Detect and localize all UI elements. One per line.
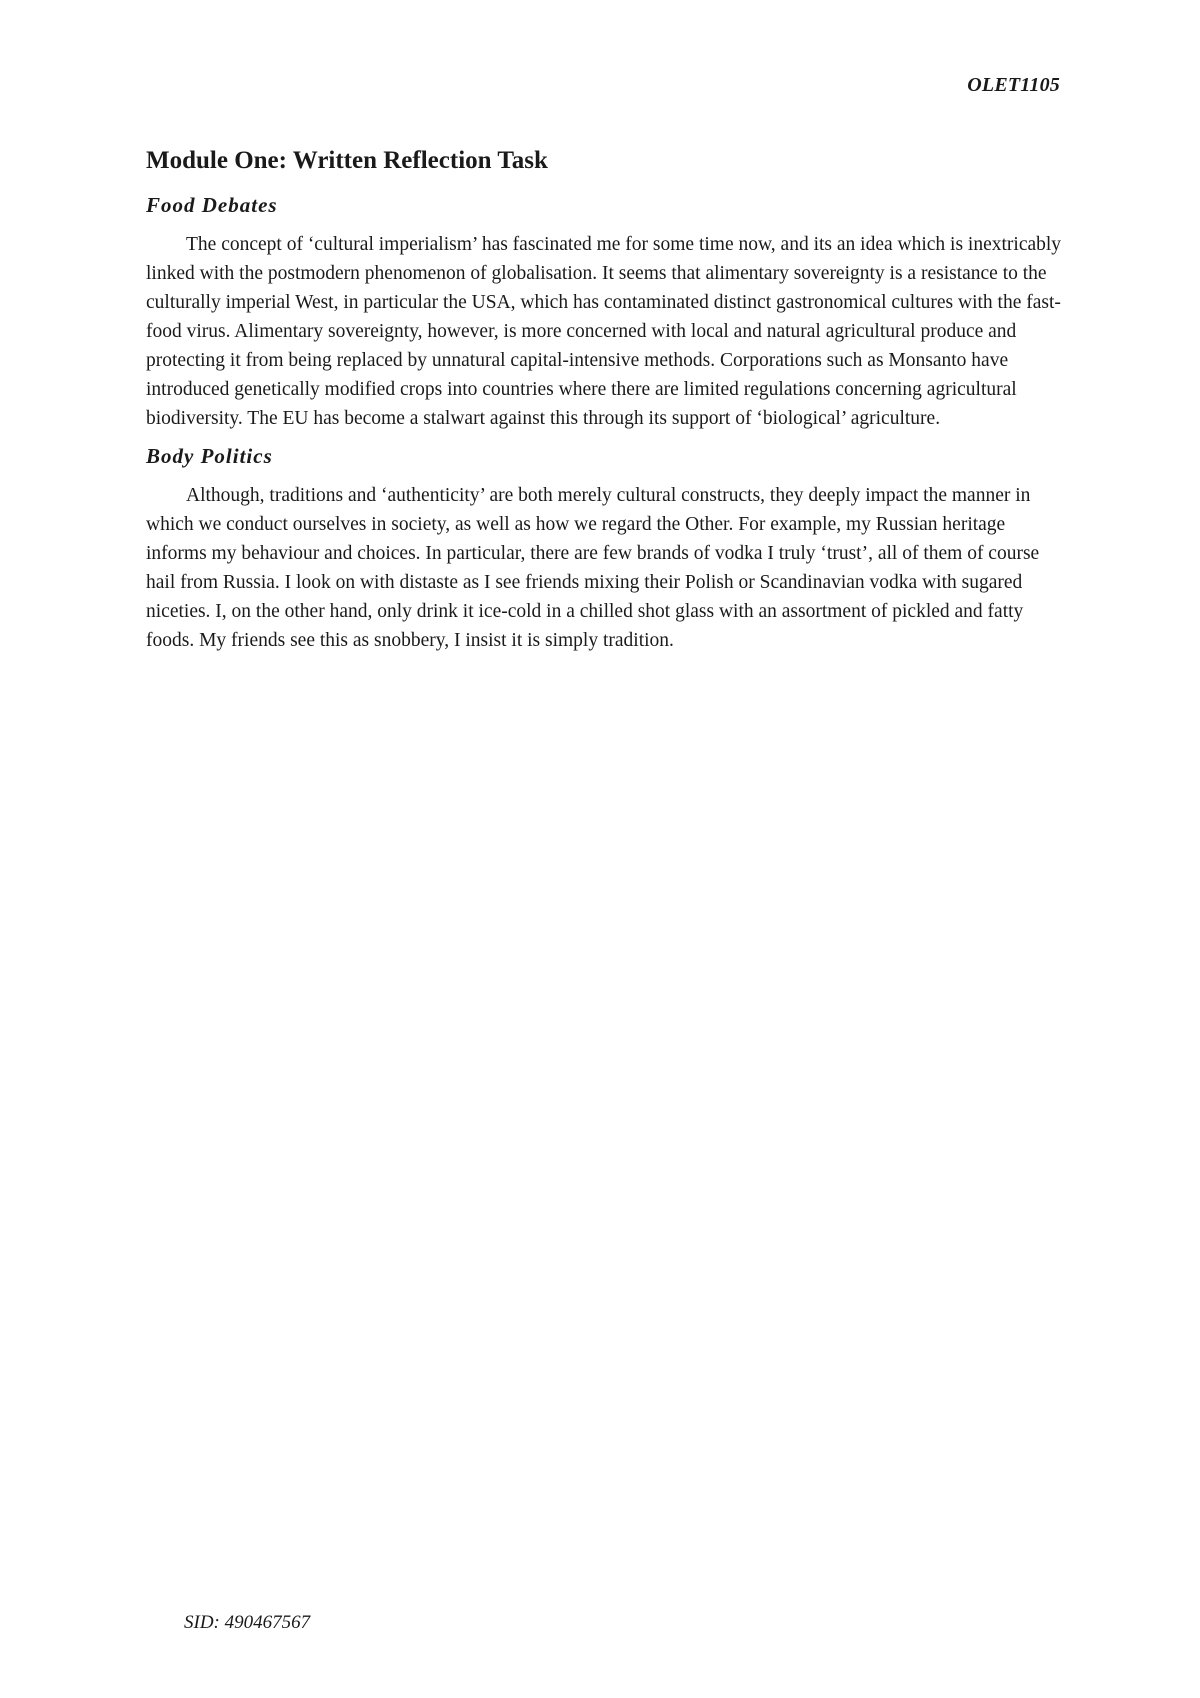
student-id: SID: 490467567 <box>184 1612 311 1633</box>
page-title: Module One: Written Reflection Task <box>146 147 548 174</box>
course-code: OLET1105 <box>967 74 1060 96</box>
section-food-debates <box>146 192 1062 433</box>
section-body-politics <box>146 443 1062 655</box>
section-heading: Food Debates <box>146 193 278 217</box>
section-heading: Body Politics <box>146 444 273 468</box>
document-body <box>146 146 1062 665</box>
section-paragraph: Although, traditions and ‘authenticity’ are both merely cultural constructs, they deeply impact the manner in which we conduct ourselves in society, as well as how we regard the Other. For example, my Russian heritage informs my behaviour and choices. In particular, there are few brands of vodka I truly ‘trust’, all of them of course hail from Russia. I look on with distaste as I see friends mixing their Polish or Scandinavian vodka with sugared niceties. I, on the other hand, only drink it ice-cold in a chilled shot glass with an assortment of pickled and fatty foods. My friends see this as snobbery, I insist it is simply tradition. <box>146 485 1040 651</box>
section-paragraph: The concept of ‘cultural imperialism’ has fascinated me for some time now, and its an idea which is inextricably linked with the postmodern phenomenon of globalisation. It seems that alimentary sovereignty is a resistance to the culturally imperial West, in particular the USA, which has contaminated distinct gastronomical cultures with the fast-food virus. Alimentary sovereignty, however, is more concerned with local and natural agricultural produce and protecting it from being replaced by unnatural capital-intensive methods. Corporations such as Monsanto have introduced genetically modified crops into countries where there are limited regulations concerning agricultural biodiversity. The EU has become a stalwart against this through its support of ‘biological’ agriculture. <box>146 234 1062 429</box>
